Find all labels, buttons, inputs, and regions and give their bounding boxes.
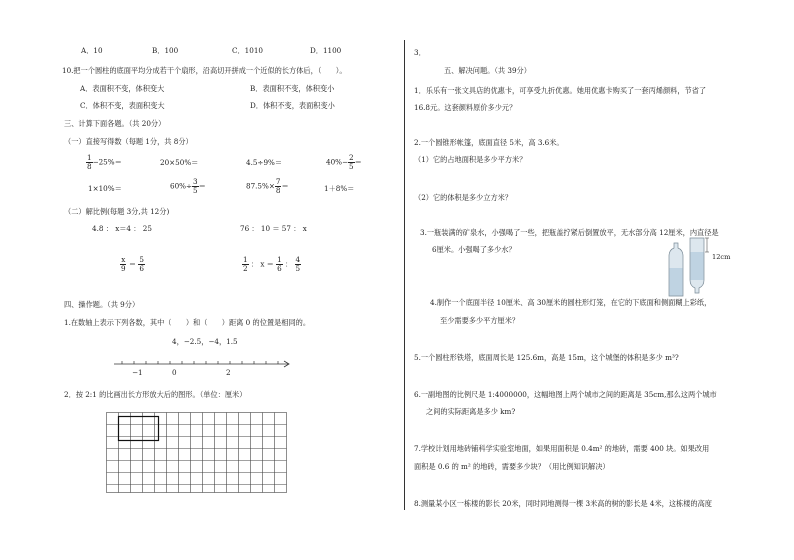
section4-title: 四、操作题。（共 9分）: [64, 300, 140, 309]
column-divider: [404, 40, 405, 510]
q10-option-c: C．体积不变，表面积变大: [80, 101, 165, 110]
rectangle-shape: [119, 417, 159, 441]
q5: 5.一个圆柱形铁塔，底面周长是 125.6m，高是 15m，这个城堡的体积是多少 m³?: [414, 353, 679, 362]
op2-question: 2．按 2:1 的比画出长方形放大后的图形。（单位：厘米）: [64, 390, 247, 399]
q1-line1: 1．乐乐有一张文具店的优惠卡，可享受九折优惠。她用优惠卡购买了一套丙烯颜料，节省了: [414, 86, 707, 95]
prev-option-c: C．1010: [232, 46, 263, 55]
q1-line2: 16.8元。这套颜料原价多少元？: [414, 103, 517, 112]
bottle-height-label: 12cm: [712, 253, 731, 261]
q3-line1: 3.一瓶装满的矿泉水，小强喝了一些，把瓶盖拧紧后倒置放平，无水部分高 12厘米，内直径是: [420, 228, 719, 237]
calc-r2c2: 60%÷ $\frac{3}{5}$ ＝: [170, 177, 206, 195]
calc-r2c1: 1×10%＝: [88, 184, 122, 193]
q8: 8.测量某小区一栋楼的影长 20米，同时同地测得一棵 3米高的树的影长是 4米，这栋楼的高度: [414, 499, 712, 508]
axis-label-2: 2: [226, 368, 231, 377]
calc-r2c3: 87.5%× $\frac{7}{8}$ ＝: [246, 177, 289, 195]
section5-title: 五、解决问题。（共 39分）: [444, 66, 531, 75]
calc-r1c1: $\frac{1}{8}$ −25%＝: [87, 153, 122, 171]
right-top-number: 3．: [414, 48, 426, 57]
prev-option-d: D．1100: [310, 46, 342, 55]
q7-line2: 面积是 0.6 的 m² 的地砖，需要多少块？（用比例知识解决）: [414, 462, 610, 471]
bottle-figure: [664, 236, 712, 298]
section3-title: 三、计算下面各题。（共 20分）: [64, 119, 166, 128]
proportion-4: $\frac{1}{2}$ ： x ＝ $\frac{1}{6}$ ： $\frac{4}{5}$: [243, 255, 301, 273]
part1-title: （一）直接写得数（每题 1分，共 8分）: [64, 137, 193, 146]
op1-question: 1.在数轴上表示下列各数，其中（ ）和（ ）距离 0 的位置是相同的。: [64, 318, 311, 327]
q6-line2: 之间的实际距离是多少 km?: [426, 407, 516, 416]
q4-line2: 至少需要多少平方厘米？: [440, 316, 520, 325]
proportion-1: 4.8 ： x＝4 ： 25: [92, 224, 152, 233]
q2-stem: 2.一个圆锥形帐篷，底面直径 5米，高 3.6米。: [414, 138, 564, 147]
calc-r2c4: 1＋8%＝: [324, 184, 355, 193]
proportion-2: 76 ： 10 ＝ 57 ： x: [240, 224, 307, 233]
op1-numbers: 4，−2.5，−4，1.5: [172, 337, 238, 346]
calc-r1c4: 40%− $\frac{2}{5}$ ＝: [326, 153, 362, 171]
part2-title: （二）解比例(每题 3分,共 12分): [64, 207, 170, 216]
q10-option-d: D．体积不变，表面积变小: [250, 101, 335, 110]
q10-option-b: B．表面积不变，体积变小: [250, 84, 335, 93]
prev-option-a: A．10: [81, 46, 103, 55]
q7-line1: 7.学校计划用地砖铺科学实验室地面，如果用面积是 0.4m² 的地砖，需要 400 块。如果改用: [414, 444, 710, 453]
q6-line1: 6.一副地图的比例尺是 1:4000000，这幅地图上两个城市之间的距离是 35cm,那么这两个城市: [414, 390, 717, 399]
q10-stem: 10.把一个圆柱的底面平均分成若干个扇形，沿高切开拼成一个近似的长方体后，（ ）。: [62, 66, 347, 75]
axis-label-0: 0: [172, 368, 177, 377]
q4-line1: 4.制作一个底面半径 10厘米、高 30厘米的圆柱形灯笼，在它的下底面和侧面糊上彩纸，: [430, 298, 712, 307]
q3-line2: 6厘米。小强喝了多少水？: [432, 245, 516, 254]
q10-option-a: A．表面积不变，体积变大: [80, 84, 165, 93]
drawing-grid: [106, 412, 290, 496]
q2-part2: （2）它的体积是多少立方米？: [414, 193, 513, 202]
axis-label-minus-1: −1: [132, 368, 143, 377]
prev-option-b: B．100: [152, 46, 179, 55]
calc-r1c2: 20×50%＝: [160, 158, 199, 167]
calc-r1c3: 4.5÷9%＝: [246, 158, 283, 167]
q2-part1: （1）它的占地面积是多少平方米？: [414, 155, 527, 164]
proportion-3: $\frac{x}{9}$ ＝ $\frac{5}{6}$: [121, 255, 144, 273]
